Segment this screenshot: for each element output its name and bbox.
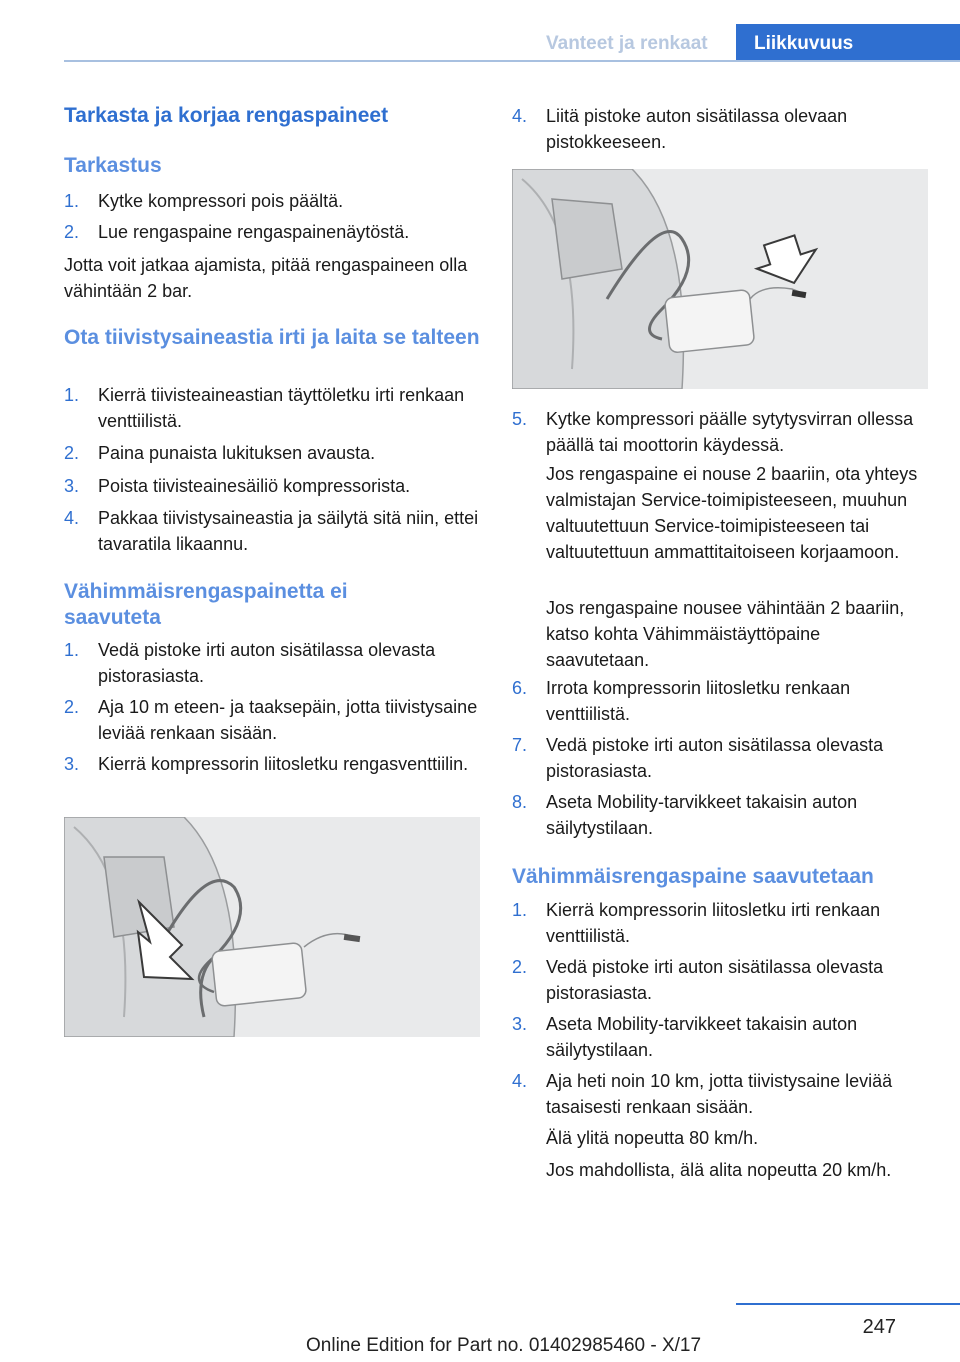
header-section: Vanteet ja renkaat [546,33,708,54]
item-text: Paina punaista lukituksen avausta. [98,443,376,463]
notreached-item-1 [64,637,480,689]
item-text: Aja heti noin 10 km, jotta tiivistysaine leviää tasaisesti renkaan sisään. [546,1071,893,1117]
compressor-hose-drawing [64,817,480,1037]
reached-item-2 [512,954,928,1006]
item-text: Pakkaa tiivistysaineastia ja säilytä sitä niin, ettei tavaratila likaannu. [98,508,479,554]
store-heading: Ota tiivistysaineastia irti ja laita se talteen [64,326,480,349]
item-number: 5. [512,409,528,429]
item-text: Kierrä tiivisteaineastian täyttöletku irti renkaan venttiilistä. [98,385,465,431]
reached-item-3 [512,1011,928,1063]
item-text: Lue rengaspaine rengaspainenäytöstä. [98,222,410,242]
reached-heading: Vähimmäisrengaspaine saavutetaan [512,865,874,888]
item-text: Irrota kompressorin liitosletku renkaan venttiilistä. [546,678,851,724]
notreached-heading: Vähimmäisrengaspainetta ei saavuteta [64,580,348,629]
step-item-5 [512,406,928,458]
item-number: 2. [64,697,80,717]
store-item-2 [64,440,480,466]
compressor-hose-illustration [64,817,480,1037]
item-number: 7. [512,735,528,755]
step-item-7 [512,732,928,784]
reached-note-2: Jos mahdollista, älä alita nopeutta 20 km/h. [546,1160,892,1180]
page-number: 247 [862,1316,896,1338]
item-number: 3. [64,476,80,496]
compressor-plug-drawing [512,169,928,389]
step-item-8 [512,789,928,841]
check-item-2 [64,219,480,245]
footer-rule [736,1303,960,1305]
item-number: 4. [64,508,80,528]
store-item-1 [64,382,480,434]
item-text: Aseta Mobility-tarvikkeet takaisin auton säilytystilaan. [546,1014,858,1060]
item-text: Kytke kompressori päälle sytytysvirran ollessa päällä tai moottorin käydessä. [546,409,914,455]
check-item-1 [64,188,480,214]
header-chapter-tab: Liikkuvuus [736,24,960,62]
compressor-plug-illustration [512,169,928,389]
item-number: 2. [64,443,80,463]
page-title: Tarkasta ja korjaa rengaspaineet [64,104,389,127]
item5-note-2: Jos rengaspaine nousee vähintään 2 baariin, katso kohta Vähimmäistäyttöpaine saavutetaan. [546,598,905,670]
item-number: 3. [64,754,80,774]
item5-note-1: Jos rengaspaine ei nouse 2 baariin, ota yhteys valmistajan Service-toimipisteeseen, muuhun valtuutettuun Service-toimipisteeseen tai valtuutettuun ammattitaitoiseen korjaamoon. [546,464,918,562]
item-number: 4. [512,106,528,126]
cont-item-4 [512,103,928,155]
item-number: 3. [512,1014,528,1034]
item-number: 2. [64,222,80,242]
item-number: 2. [512,957,528,977]
item-number: 6. [512,678,528,698]
reached-item-4 [512,1068,928,1120]
notreached-item-2 [64,694,480,746]
reached-item-1 [512,897,928,949]
item-number: 1. [64,640,80,660]
check-heading: Tarkastus [64,154,162,177]
store-item-3 [64,473,480,499]
item-text: Vedä pistoke irti auton sisätilassa olevasta pistorasiasta. [546,957,884,1003]
header-rule [64,60,960,62]
item-text: Kierrä kompressorin liitosletku rengasventtiilin. [98,754,469,774]
step-item-6 [512,675,928,727]
item-text: Poista tiivisteainesäiliö kompressorista. [98,476,411,496]
check-note: Jotta voit jatkaa ajamista, pitää rengaspaineen olla vähintään 2 bar. [64,255,468,301]
item-text: Kierrä kompressorin liitosletku irti renkaan venttiilistä. [546,900,881,946]
item-text: Aseta Mobility-tarvikkeet takaisin auton säilytystilaan. [546,792,858,838]
notreached-item-3 [64,751,480,777]
item-text: Liitä pistoke auton sisätilassa olevaan pistokkeeseen. [546,106,848,152]
store-item-4 [64,505,480,557]
edition-footer: Online Edition for Part no. 01402985460 - X/17 [306,1335,702,1356]
item-text: Aja 10 m eteen- ja taaksepäin, jotta tiivistysaine leviää renkaan sisään. [98,697,478,743]
item-number: 4. [512,1071,528,1091]
item-number: 1. [64,385,80,405]
item-number: 8. [512,792,528,812]
item-number: 1. [64,191,80,211]
reached-note-1: Älä ylitä nopeutta 80 km/h. [546,1128,759,1148]
item-number: 1. [512,900,528,920]
item-text: Kytke kompressori pois päältä. [98,191,344,211]
item-text: Vedä pistoke irti auton sisätilassa olevasta pistorasiasta. [98,640,436,686]
item-text: Vedä pistoke irti auton sisätilassa olevasta pistorasiasta. [546,735,884,781]
